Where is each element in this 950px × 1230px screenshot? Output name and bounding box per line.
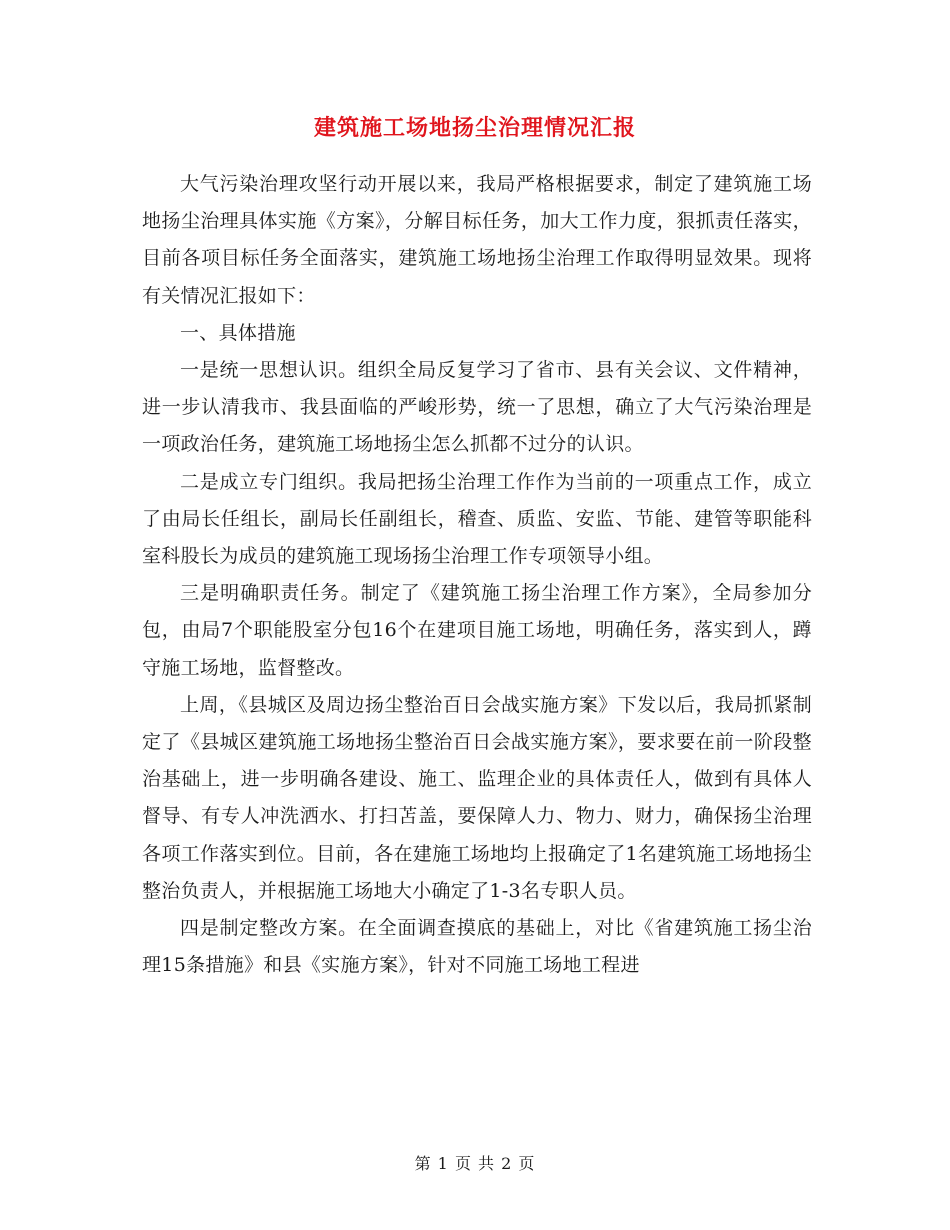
paragraph-measure-3: 三是明确职责任务。制定了《建筑施工扬尘治理工作方案》，全局参加分包，由局7个职能股室分包16个在建项目施工场地，明确任务，落实到人，蹲守施工场地，监督整改。 — [142, 582, 812, 679]
paragraph-measure-4: 四是制定整改方案。在全面调查摸底的基础上，对比《省建筑施工扬尘治理15条措施》和县《实施方案》，针对不同施工场地工程进 — [142, 917, 812, 977]
paragraph-measure-2: 二是成立专门组织。我局把扬尘治理工作作为当前的一项重点工作，成立了由局长任组长，副局长任副组长，稽查、质监、安监、节能、建管等职能科室科股长为成员的建筑施工现场扬尘治理工作专项领导小组。 — [142, 470, 812, 568]
section-heading-measures: 一、具体措施 — [180, 321, 296, 344]
page-number-footer: 第 1 页 共 2 页 — [414, 1154, 536, 1173]
document-title: 建筑施工场地扬尘治理情况汇报 — [313, 115, 636, 141]
document-body — [142, 166, 812, 984]
paragraph-measure-1: 一是统一思想认识。组织全局反复学习了省市、县有关会议、文件精神，进一步认清我市、我县面临的严峻形势，统一了思想，确立了大气污染治理是一项政治任务，建筑施工场地扬尘怎么抓都不过分的认识。 — [142, 359, 812, 456]
paragraph-last-week: 上周，《县城区及周边扬尘整治百日会战实施方案》下发以后，我局抓紧制定了《县城区建筑施工场地扬尘整治百日会战实施方案》，要求要在前一阶段整治基础上，进一步明确各建设、施工、监理企业的具体责任人，做到有具体人督导、有专人冲洗洒水、打扫苫盖，要保障人力、物力、财力，确保扬尘治理各项工作落实到位。目前，各在建施工场地均上报确定了1名建筑施工场地扬尘整治负责人，并根据施工场地大小确定了1-3名专职人员。 — [142, 693, 812, 902]
paragraph-intro: 大气污染治理攻坚行动开展以来，我局严格根据要求，制定了建筑施工场地扬尘治理具体实施《方案》，分解目标任务，加大工作力度，狠抓责任落实，目前各项目标任务全面落实，建筑施工场地扬尘治理工作取得明显效果。现将有关情况汇报如下： — [142, 173, 812, 307]
